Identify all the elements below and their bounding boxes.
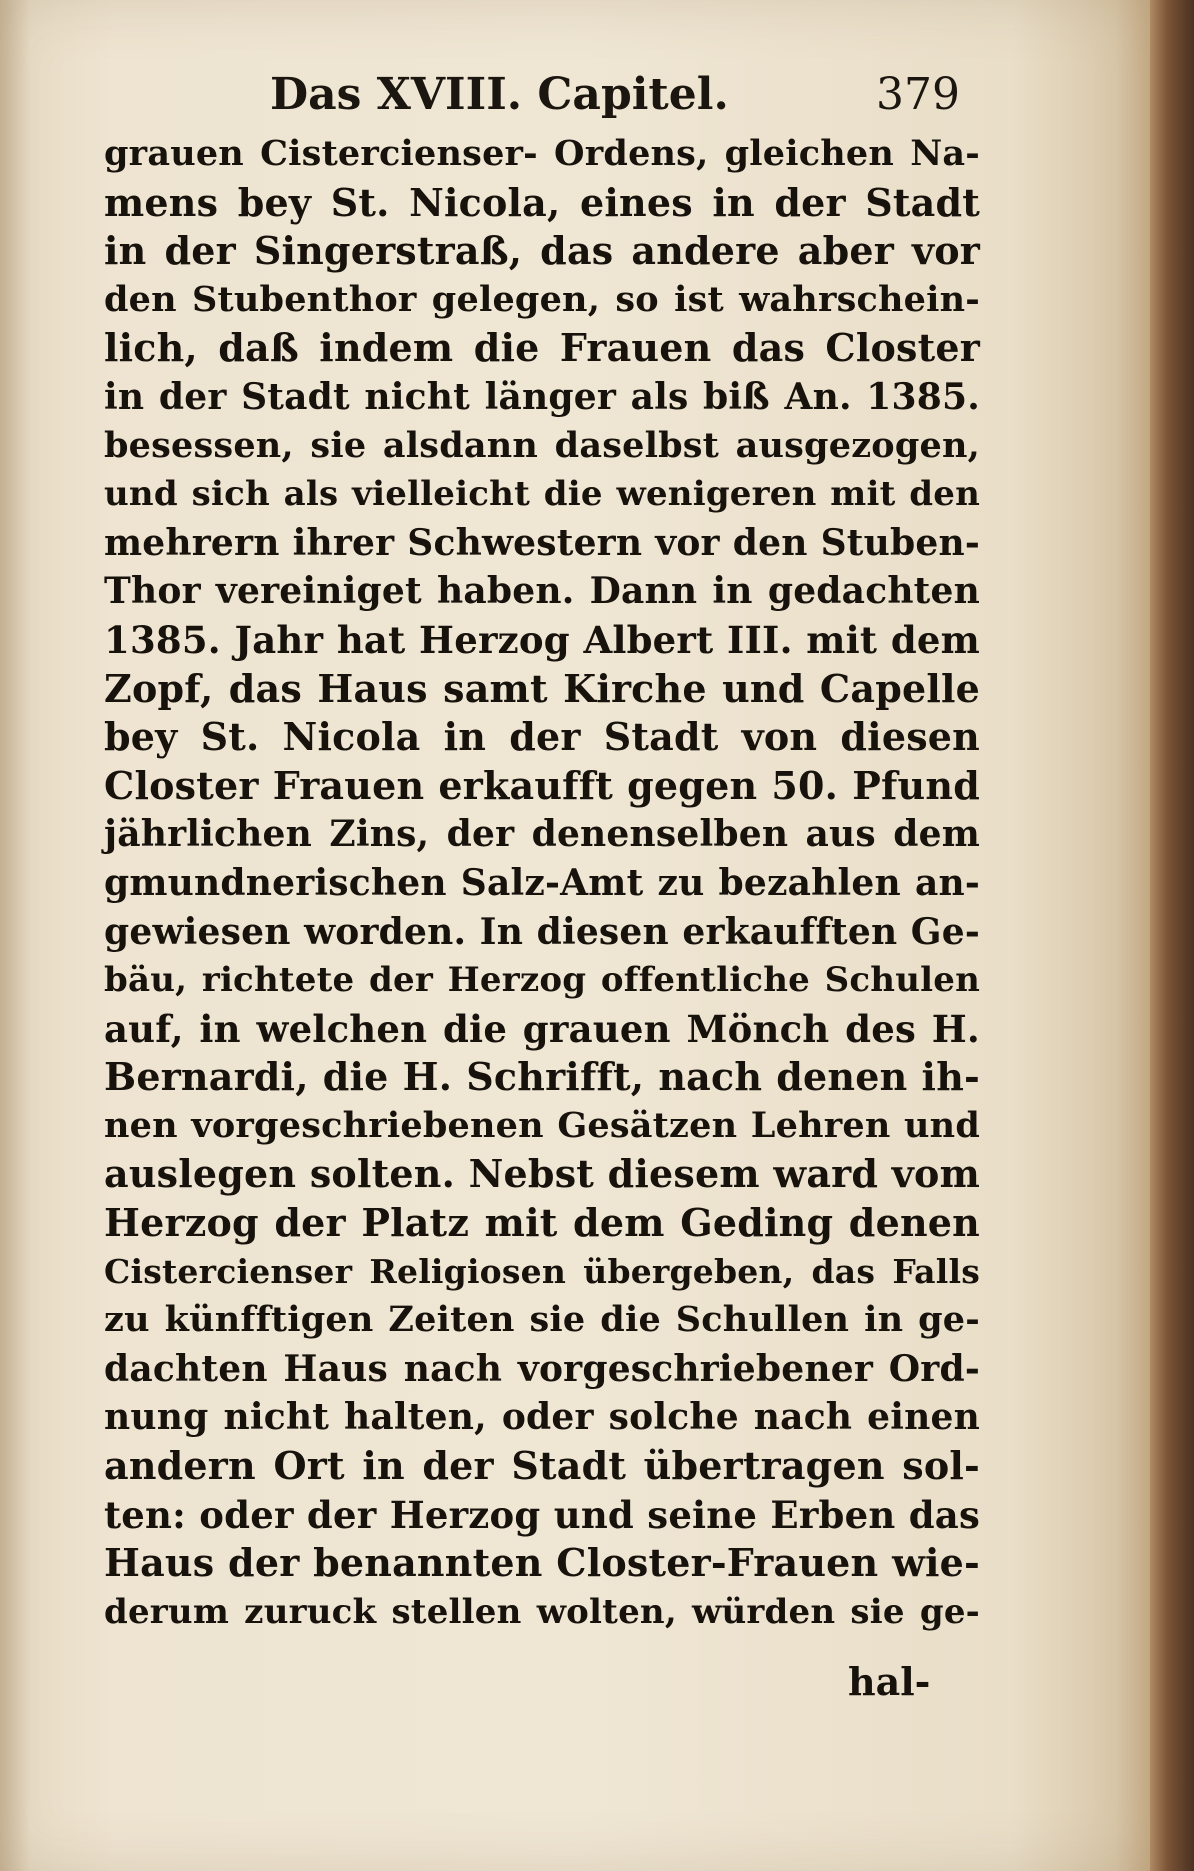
running-head <box>270 60 960 130</box>
text-line: bey St. Nicola in der Stadt von diesen <box>104 714 980 760</box>
text-line: mens bey St. Nicola, eines in der Stadt <box>104 179 980 225</box>
text-line: dachten Haus nach vorgeschriebener Ord- <box>104 1347 980 1390</box>
text-line: nung nicht halten, oder solche nach einen <box>104 1396 980 1439</box>
body-text <box>104 130 980 1636</box>
text-line: grauen Cistercienser- Ordens, gleichen Na- <box>104 133 980 174</box>
text-line: auslegen solten. Nebst diesem ward vom <box>104 1151 980 1197</box>
text-line: lich, daß indem die Frauen das Closter <box>104 325 980 371</box>
catchword: hal- <box>848 1659 931 1704</box>
text-line: in der Stadt nicht länger als biß An. 1385. <box>104 375 980 418</box>
text-line: in der Singerstraß, das andere aber vor <box>104 228 980 274</box>
text-line: besessen, sie alsdann daselbst ausgezogen, <box>104 424 980 466</box>
text-line: Herzog der Platz mit dem Geding denen <box>104 1200 980 1246</box>
text-line: den Stubenthor gelegen, so ist wahrschein- <box>104 278 980 320</box>
text-line: gewiesen worden. In diesen erkaufften Ge- <box>104 910 980 953</box>
text-line: auf, in welchen die grauen Mönch des H. <box>104 1006 980 1051</box>
page-number: 379 <box>876 69 960 120</box>
text-line: Zopf, das Haus samt Kirche und Capelle <box>104 665 980 711</box>
text-line: Thor vereiniget haben. Dann in gedachten <box>104 570 980 613</box>
text-line: gmundnerischen Salz-Amt zu bezahlen an- <box>104 861 980 904</box>
text-line: Cistercienser Religiosen übergeben, das Falls <box>104 1251 980 1291</box>
text-line: jährlichen Zins, der denenselben aus dem <box>104 813 980 856</box>
text-line: und sich als vielleicht die wenigeren mit den <box>104 474 980 515</box>
spine-shadow <box>0 0 30 1871</box>
text-line: 1385. Jahr hat Herzog Albert III. mit dem <box>104 617 980 662</box>
chapter-title: Das XVIII. Capitel. <box>270 69 729 120</box>
text-line: derum zuruck stellen wolten, würden sie ge- <box>104 1591 980 1632</box>
text-line: ten: oder der Herzog und seine Erben das <box>104 1492 980 1537</box>
text-line: zu künfftigen Zeiten sie die Schullen in ge- <box>104 1299 980 1341</box>
text-line: Bernardi, die H. Schrifft, nach denen ih- <box>104 1054 980 1100</box>
text-line: bäu, richtete der Herzog offentliche Schulen <box>104 960 980 1001</box>
book-edge <box>1150 0 1194 1871</box>
text-line: andern Ort in der Stadt übertragen sol- <box>104 1443 980 1489</box>
text-line: nen vorgeschriebenen Gesätzen Lehren und <box>104 1104 980 1146</box>
text-line: Closter Frauen erkaufft gegen 50. Pfund <box>104 762 980 808</box>
text-line: mehrern ihrer Schwestern vor den Stuben- <box>104 521 980 564</box>
text-line: Haus der benannten Closter-Frauen wie- <box>104 1540 980 1586</box>
